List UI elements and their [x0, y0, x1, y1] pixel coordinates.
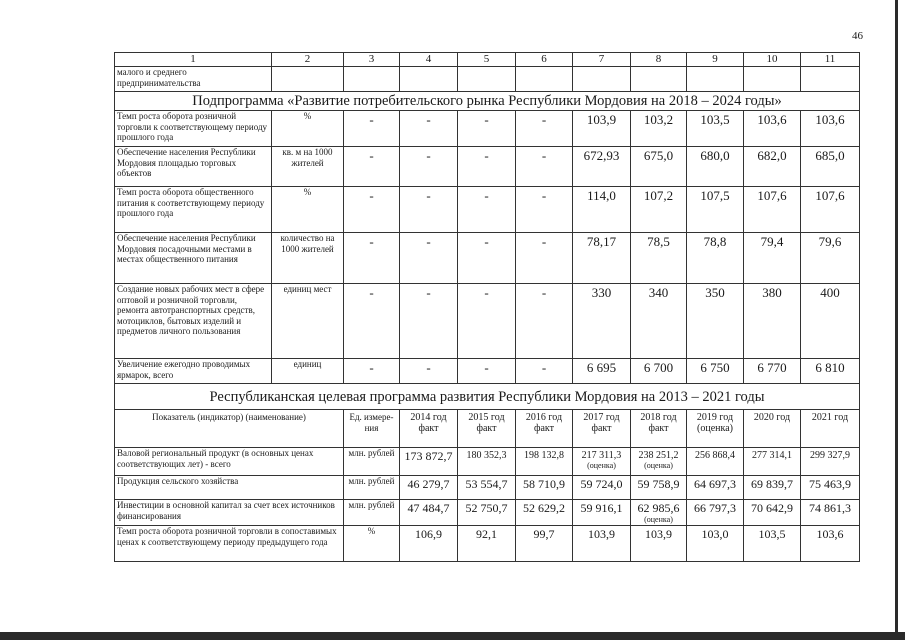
value-cell: 53 554,7: [458, 476, 516, 500]
table-row: [115, 284, 860, 359]
page-number: 46: [852, 30, 863, 42]
value-cell: 46 279,7: [400, 476, 458, 500]
year-header: 2016 год факт: [516, 410, 573, 448]
table-row: [115, 359, 860, 384]
value-cell: 107,2: [631, 187, 687, 233]
unit-cell: единиц: [272, 359, 344, 384]
unit-cell: %: [344, 526, 400, 562]
indicator-name: Создание новых рабочих мест в сфере оптовой и розничной торговли, ремонта автотранспортных средств, мотоциклов, бытовых изделий и предметов личного пользования: [115, 284, 272, 359]
value-cell: 79,4: [744, 233, 801, 284]
col-number: 9: [687, 53, 744, 67]
section-title: Подпрограмма «Развитие потребительского рынка Республики Мордовия на 2018 – 2024 годы»: [115, 92, 860, 111]
dash-cell: -: [458, 233, 516, 284]
value-cell: 680,0: [687, 147, 744, 187]
unit-header: Ед. измере-ния: [344, 410, 400, 448]
indicator-name: Обеспечение населения Республики Мордовия площадью торговых объектов: [115, 147, 272, 187]
value-cell: 70 642,9: [744, 500, 801, 526]
table-row: [115, 67, 860, 92]
value-cell: 6 810: [801, 359, 860, 384]
dash-cell: -: [458, 111, 516, 147]
dash-cell: -: [400, 359, 458, 384]
dash-cell: -: [516, 284, 573, 359]
value-cell: 107,6: [744, 187, 801, 233]
value-cell: 173 872,7: [400, 448, 458, 476]
dash-cell: -: [458, 284, 516, 359]
value-cell: 350: [687, 284, 744, 359]
indicator-name: Темп роста оборота розничной торговли в сопоставимых ценах к соответствующему периоду предыдущего года: [115, 526, 344, 562]
scan-edge-right: [895, 0, 898, 640]
dash-cell: -: [458, 359, 516, 384]
col-number: 7: [573, 53, 631, 67]
value-cell: 198 132,8: [516, 448, 573, 476]
column-numbers-row: [115, 53, 860, 67]
value-cell: 6 695: [573, 359, 631, 384]
col-number: 2: [272, 53, 344, 67]
value-cell: 52 750,7: [458, 500, 516, 526]
value-cell: 114,0: [573, 187, 631, 233]
estimate-note: (оценка): [587, 461, 616, 470]
value-text: 62 985,6: [637, 501, 680, 515]
unit-cell: кв. м на 1000 жителей: [272, 147, 344, 187]
value-cell: 103,5: [744, 526, 801, 562]
indicator-name: Темп роста оборота розничной торговли к соответствующему периоду прошлого года: [115, 111, 272, 147]
col-number: 6: [516, 53, 573, 67]
dash-cell: -: [400, 233, 458, 284]
unit-cell: %: [272, 187, 344, 233]
value-cell: 107,6: [801, 187, 860, 233]
unit-cell: млн. рублей: [344, 500, 400, 526]
value-cell: 380: [744, 284, 801, 359]
value-cell: 6 700: [631, 359, 687, 384]
value-cell: 66 797,3: [687, 500, 744, 526]
value-text: 238 251,2: [638, 450, 679, 461]
value-cell: 103,9: [573, 526, 631, 562]
indicator-name: Валовой региональный продукт (в основных ценах соответствующих лет) - всего: [115, 448, 344, 476]
year-header: 2018 год факт: [631, 410, 687, 448]
dash-cell: -: [458, 147, 516, 187]
value-cell: 52 629,2: [516, 500, 573, 526]
dash-cell: -: [516, 187, 573, 233]
value-cell: 78,17: [573, 233, 631, 284]
table-row: [115, 526, 860, 562]
value-cell: 672,93: [573, 147, 631, 187]
dash-cell: -: [344, 111, 400, 147]
dash-cell: -: [458, 187, 516, 233]
table-row: [115, 476, 860, 500]
dash-cell: -: [400, 111, 458, 147]
year-header: 2021 год: [801, 410, 860, 448]
value-cell: 6 770: [744, 359, 801, 384]
indicator-header: Показатель (индикатор) (наименование): [115, 410, 344, 448]
dash-cell: -: [344, 284, 400, 359]
indicator-name: Продукция сельского хозяйства: [115, 476, 344, 500]
year-header: 2020 год: [744, 410, 801, 448]
table-row: [115, 111, 860, 147]
value-cell: 64 697,3: [687, 476, 744, 500]
value-cell: 6 750: [687, 359, 744, 384]
value-cell: 103,6: [744, 111, 801, 147]
value-cell: [631, 448, 687, 476]
value-cell: 675,0: [631, 147, 687, 187]
col-number: 3: [344, 53, 400, 67]
year-header: 2015 год факт: [458, 410, 516, 448]
dash-cell: -: [516, 233, 573, 284]
value-cell: 107,5: [687, 187, 744, 233]
value-cell: 47 484,7: [400, 500, 458, 526]
value-cell: 277 314,1: [744, 448, 801, 476]
value-cell: 103,9: [631, 526, 687, 562]
value-cell: 69 839,7: [744, 476, 801, 500]
indicator-name: Обеспечение населения Республики Мордовия посадочными местами в местах общественного питания: [115, 233, 272, 284]
indicator-name: Увеличение ежегодно проводимых ярмарок, всего: [115, 359, 272, 384]
indicator-name: Инвестиции в основной капитал за счет всех источников финансирования: [115, 500, 344, 526]
value-cell: 400: [801, 284, 860, 359]
value-cell: 78,8: [687, 233, 744, 284]
value-cell: 59 758,9: [631, 476, 687, 500]
program-header-row: [115, 410, 860, 448]
dash-cell: -: [344, 187, 400, 233]
indicators-table: [114, 52, 860, 562]
value-cell: 103,6: [801, 526, 860, 562]
value-cell: 74 861,3: [801, 500, 860, 526]
year-header: 2019 год (оценка): [687, 410, 744, 448]
value-cell: 256 868,4: [687, 448, 744, 476]
col-number: 11: [801, 53, 860, 67]
unit-cell: %: [272, 111, 344, 147]
dash-cell: -: [516, 359, 573, 384]
value-cell: 106,9: [400, 526, 458, 562]
section-title-row: [115, 384, 860, 410]
col-number: 5: [458, 53, 516, 67]
value-cell: 103,6: [801, 111, 860, 147]
table-row: [115, 187, 860, 233]
year-header: 2017 год факт: [573, 410, 631, 448]
value-cell: 78,5: [631, 233, 687, 284]
dash-cell: -: [400, 284, 458, 359]
value-cell: 99,7: [516, 526, 573, 562]
value-cell: 59 916,1: [573, 500, 631, 526]
table-row: [115, 448, 860, 476]
col-number: 10: [744, 53, 801, 67]
value-cell: 92,1: [458, 526, 516, 562]
col-number: 4: [400, 53, 458, 67]
value-cell: [631, 500, 687, 526]
col-number: 8: [631, 53, 687, 67]
value-cell: 103,9: [573, 111, 631, 147]
value-text: 217 311,3: [581, 450, 622, 461]
dash-cell: -: [516, 111, 573, 147]
unit-cell: млн. рублей: [344, 448, 400, 476]
dash-cell: -: [344, 147, 400, 187]
value-cell: 103,5: [687, 111, 744, 147]
value-cell: 299 327,9: [801, 448, 860, 476]
unit-cell: количество на 1000 жителей: [272, 233, 344, 284]
estimate-note: (оценка): [644, 515, 673, 524]
dash-cell: -: [400, 187, 458, 233]
scan-edge-bottom: [0, 632, 905, 640]
col-number: 1: [115, 53, 272, 67]
table-row: [115, 233, 860, 284]
table-row: [115, 500, 860, 526]
value-cell: 103,0: [687, 526, 744, 562]
value-cell: 685,0: [801, 147, 860, 187]
dash-cell: -: [344, 233, 400, 284]
estimate-note: (оценка): [644, 461, 673, 470]
value-cell: 103,2: [631, 111, 687, 147]
section-title-row: [115, 92, 860, 111]
value-cell: 58 710,9: [516, 476, 573, 500]
unit-cell: единиц мест: [272, 284, 344, 359]
section-title: Республиканская целевая программа развития Республики Мордовия на 2013 – 2021 годы: [115, 384, 860, 410]
year-header: 2014 год факт: [400, 410, 458, 448]
value-cell: 79,6: [801, 233, 860, 284]
dash-cell: -: [344, 359, 400, 384]
value-cell: 330: [573, 284, 631, 359]
value-cell: [573, 448, 631, 476]
dash-cell: -: [400, 147, 458, 187]
table-row: [115, 147, 860, 187]
indicator-name: малого и среднего предпринимательства: [115, 67, 272, 92]
value-cell: 59 724,0: [573, 476, 631, 500]
value-cell: 180 352,3: [458, 448, 516, 476]
value-cell: 340: [631, 284, 687, 359]
indicator-name: Темп роста оборота общественного питания к соответствующему периоду прошлого года: [115, 187, 272, 233]
dash-cell: -: [516, 147, 573, 187]
unit-cell: млн. рублей: [344, 476, 400, 500]
value-cell: 682,0: [744, 147, 801, 187]
value-cell: 75 463,9: [801, 476, 860, 500]
